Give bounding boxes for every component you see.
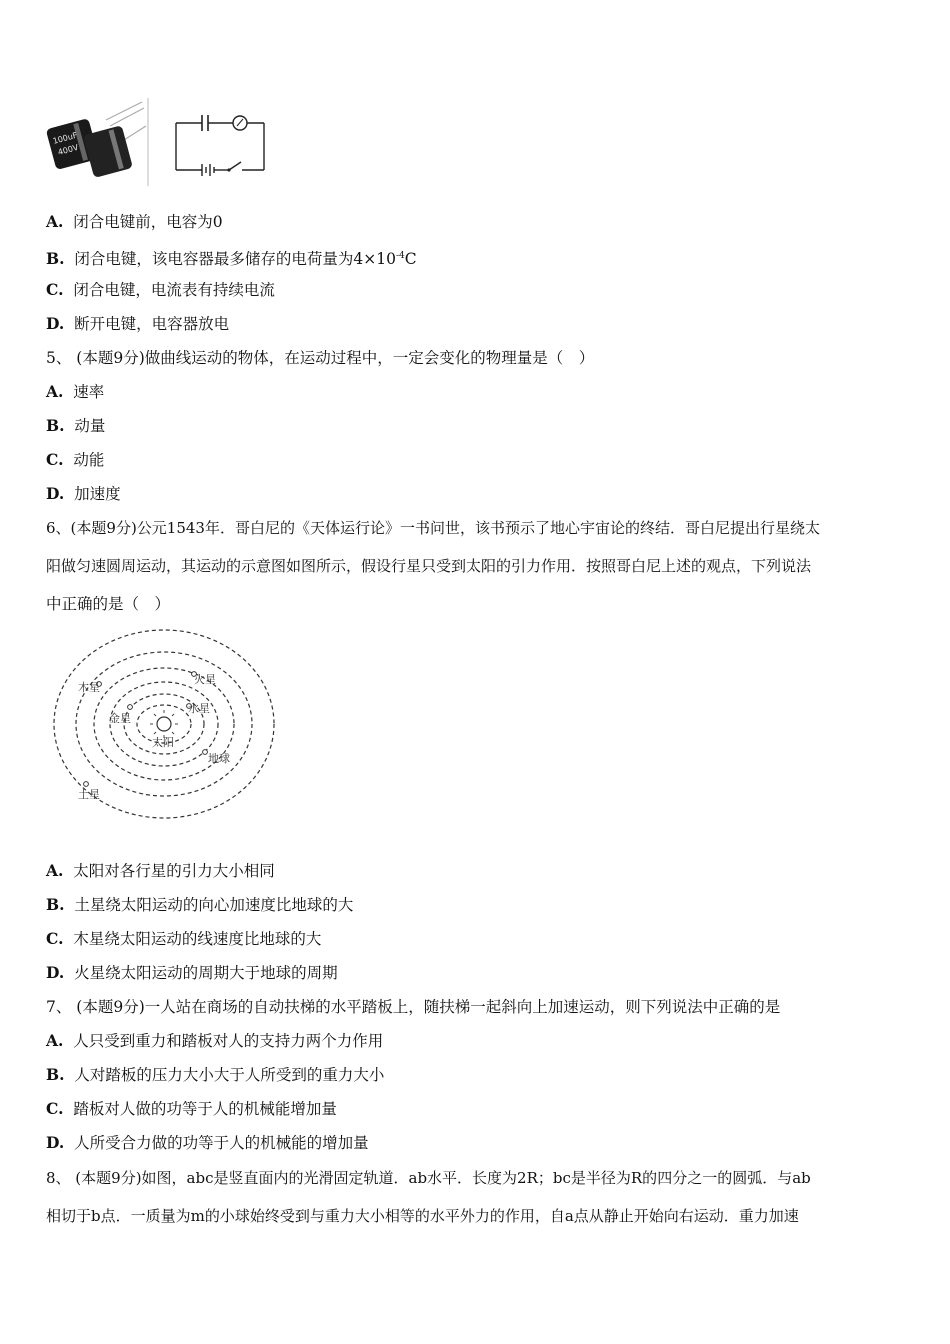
q6-stem-line-1: 6、(本题9分)公元1543年．哥白尼的《天体运行论》一书问世，该书预示了地心宇宙论的终结．哥白尼提出行星绕太 [46,519,820,537]
q4-option-c: C. 闭合电键，电流表有持续电流 [46,280,275,299]
solar-system-diagram [48,624,280,824]
q6-option-d: D. 火星绕太阳运动的周期大于地球的周期 [46,963,338,982]
q7-stem: 7、 (本题9分)一人站在商场的自动扶梯的水平踏板上，随扶梯一起斜向上加速运动，则下列说法中正确的是 [46,998,781,1016]
capacitor-figure [44,96,154,188]
mercury-label: 水星 [188,702,210,715]
capacitor-label-1: 100uF [51,130,79,146]
q6-option-a: A. 太阳对各行星的引力大小相同 [46,861,275,880]
q7-option-b: B. 人对踏板的压力大小大于人所受到的重力大小 [46,1065,385,1084]
q5-option-d: D. 加速度 [46,484,121,503]
q6-option-b: B. 土星绕太阳运动的向心加速度比地球的大 [46,895,354,914]
sun-label: 太阳 [152,736,174,749]
q4-option-a: A. 闭合电键前，电容为0 [46,212,223,231]
saturn-label: 土星 [78,788,100,801]
earth-label: 地球 [208,752,230,765]
mars-label: 火星 [194,673,216,686]
q6-stem-line-3: 中正确的是（ ） [46,595,171,613]
sun-icon [157,717,171,731]
jupiter-label: 木星 [78,681,100,694]
q7-option-d: D. 人所受合力做的功等于人的机械能的增加量 [46,1133,369,1152]
q5-option-b: B. 动量 [46,416,106,435]
q7-option-a: A. 人只受到重力和踏板对人的支持力两个力作用 [46,1031,384,1050]
q6-stem-line-2: 阳做匀速圆周运动，其运动的示意图如图所示，假设行星只受到太阳的引力作用．按照哥白尼上述的观点，下列说法 [46,557,812,575]
capacitor-label-2: 400V [56,142,80,157]
q5-option-c: C. 动能 [46,450,105,469]
venus-label: 金星 [109,712,131,725]
venus-icon [128,705,133,710]
q8-stem-line-2: 相切于b点．一质量为m的小球始终受到与重力大小相等的水平外力的作用，自a点从静止开始向右运动．重力加速 [46,1207,799,1225]
q8-stem-line-1: 8、 (本题9分)如图，abc是竖直面内的光滑固定轨道．ab水平．长度为2R；bc是半径为R的四分之一的圆弧．与ab [46,1169,811,1187]
circuit-diagram [172,110,272,176]
q5-option-a: A. 速率 [46,382,105,401]
earth-icon [203,750,208,755]
q5-stem: 5、 (本题9分)做曲线运动的物体，在运动过程中，一定会变化的物理量是（ ） [46,349,595,367]
q7-option-c: C. 踏板对人做的功等于人的机械能增加量 [46,1099,337,1118]
q4-option-b: B. 闭合电键，该电容器最多储存的电荷量为$4\times 10^{-4}C$ [46,249,417,269]
q6-option-c: C. 木星绕太阳运动的线速度比地球的大 [46,929,322,948]
q4-option-d: D. 断开电键，电容器放电 [46,314,230,333]
saturn-icon [84,782,89,787]
